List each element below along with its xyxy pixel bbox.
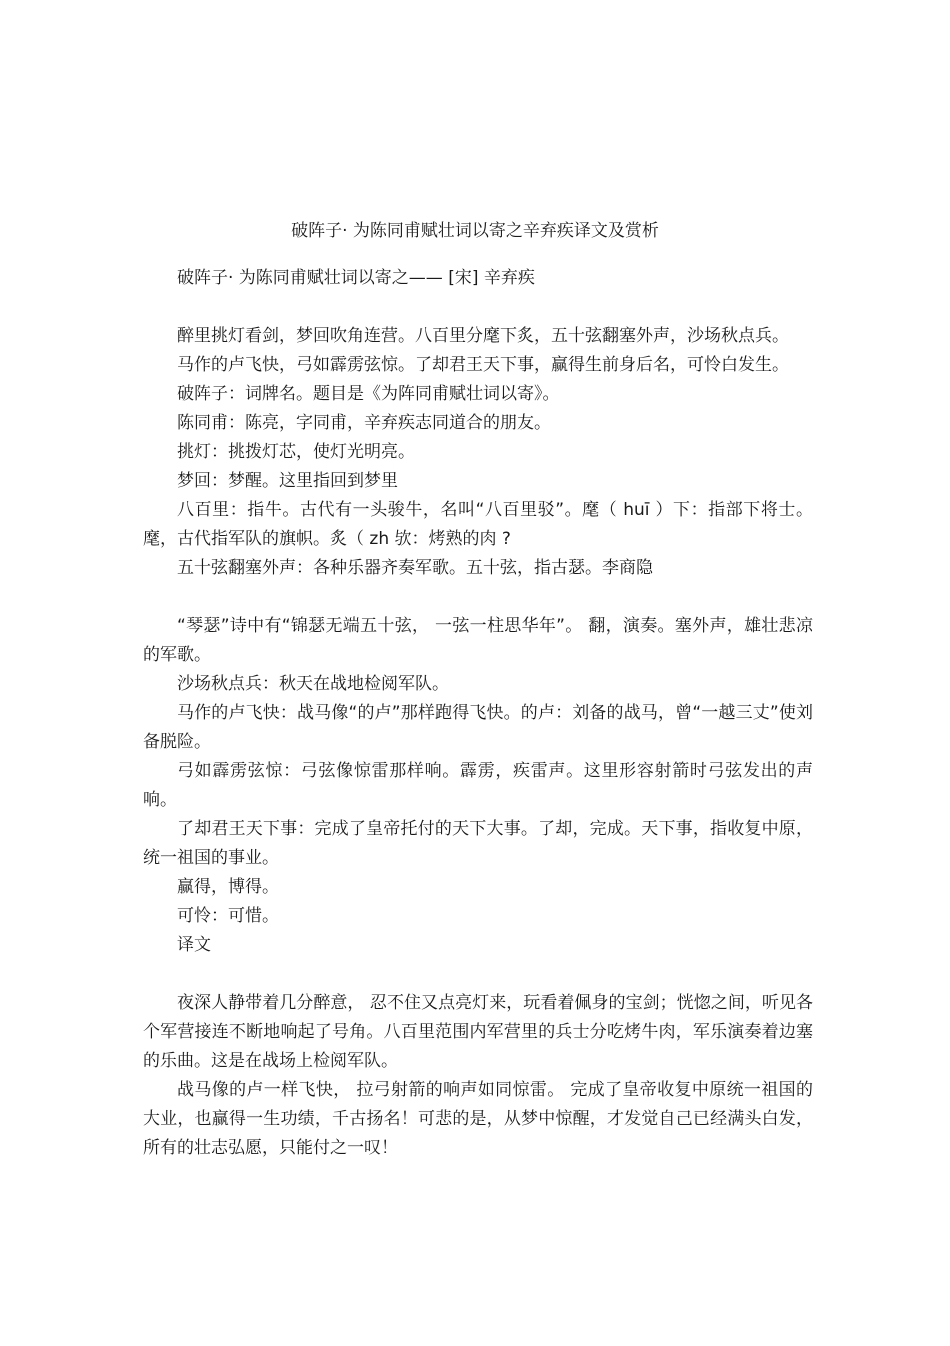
spacer: [143, 960, 813, 989]
translation-heading: 译文: [177, 935, 211, 955]
note-chen-tongfu: 陈同甫：陈亮，字同甫，辛弃疾志同道合的朋友。: [177, 413, 551, 433]
note-menghui: 梦回：梦醒。这里指回到梦里: [177, 471, 398, 491]
note-yingde: 赢得，博得。: [177, 877, 279, 897]
note-dilu: 马作的卢飞快：战马像“的卢”那样跑得飞快。的卢：刘备的战马，曾“一越三丈”使刘备脱险。: [143, 703, 813, 752]
document-title: 破阵子· 为陈同甫赋壮词以寄之辛弃疾译文及赏析: [291, 221, 659, 241]
note-babaili: 八百里：指牛。古代有一头骏牛，名叫“八百里驳”。麾（ huī ）下：指部下将士。麾，古代指军队的旗帜。炙（ zh 欤：烤熟的肉 ?: [143, 500, 813, 549]
note-qinse: “琴瑟”诗中有“锦瑟无端五十弦， 一弦一柱思华年”。 翻，演奏。塞外声，雄壮悲凉的军歌。: [143, 616, 813, 665]
translation-paragraph-2: 战马像的卢一样飞快， 拉弓射箭的响声如同惊雷。 完成了皇帝收复中原统一祖国的大业，也赢得一生功绩，千古扬名！可悲的是，从梦中惊醒，才发觉自己已经满头白发，所有的壮志弘愿，只能付之一叹！: [143, 1080, 813, 1158]
poem-stanza-1: 醉里挑灯看剑，梦回吹角连营。八百里分麾下炙，五十弦翻塞外声，沙场秋点兵。: [177, 326, 789, 346]
translation-paragraph-1: 夜深人静带着几分醉意， 忍不住又点亮灯来，玩看着佩身的宝剑；恍惚之间，听见各个军营接连不断地响起了号角。八百里范围内军营里的兵士分吃烤牛肉，军乐演奏着边塞的乐曲。这是在战场上检阅军队。: [143, 993, 813, 1071]
document-body: [143, 264, 813, 1163]
note-tiaodeng: 挑灯：挑拨灯芯，使灯光明亮。: [177, 442, 415, 462]
note-pili: 弓如霹雳弦惊：弓弦像惊雷那样响。霹雳，疾雷声。这里形容射箭时弓弦发出的声响。: [143, 761, 813, 810]
poem-stanza-2: 马作的卢飞快，弓如霹雳弦惊。了却君王天下事，赢得生前身后名，可怜白发生。: [177, 355, 789, 375]
spacer: [143, 583, 813, 612]
note-wushixian: 五十弦翻塞外声：各种乐器齐奏军歌。五十弦，指古瑟。李商隐: [177, 558, 653, 578]
note-liaoque: 了却君王天下事：完成了皇帝托付的天下大事。了却，完成。天下事，指收复中原，统一祖国的事业。: [143, 819, 813, 868]
note-cipai: 破阵子：词牌名。题目是《为阵同甫赋壮词以寄》。: [177, 384, 560, 404]
spacer: [143, 293, 813, 322]
note-kelian: 可怜：可惜。: [177, 906, 279, 926]
byline: 破阵子· 为陈同甫赋壮词以寄之—— [宋] 辛弃疾: [177, 268, 535, 288]
note-shachang: 沙场秋点兵：秋天在战地检阅军队。: [177, 674, 449, 694]
